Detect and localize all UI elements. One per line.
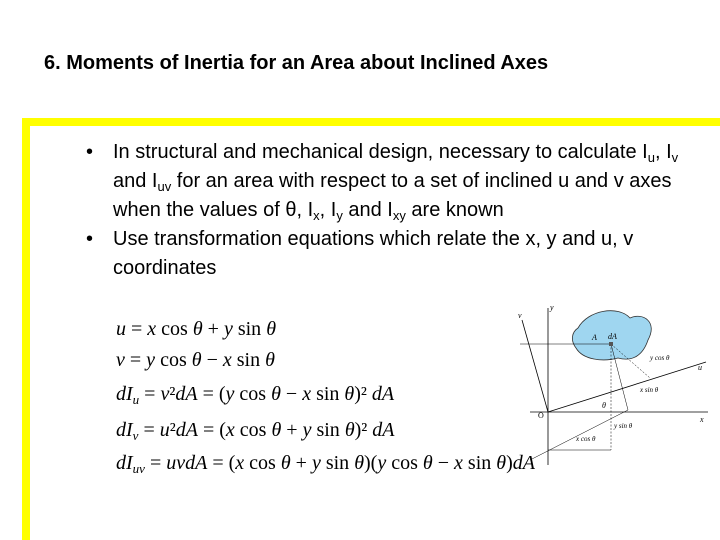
equation-dIuv: $dI_{uv}$ = uvdA = (x cos θ + y sin θ)(y cos θ − x sin θ)dA (116, 452, 535, 476)
bullet-1-text-a: In structural and mechanical design, necessary to calculate I (113, 141, 648, 163)
label-ysin: y sin θ (614, 422, 633, 430)
bullet-1-text-d: for an area with respect to a set of inclined u and v axes when the values of θ, I (113, 170, 672, 221)
bullet-1-sub-y: y (336, 208, 343, 223)
dA-element (609, 342, 613, 346)
slide-title: 6. Moments of Inertia for an Area about Inclined Axes (44, 52, 549, 74)
bullet-item-2 (86, 225, 701, 283)
v-axis (522, 320, 548, 412)
label-ycos: y cos θ (650, 354, 670, 362)
inclined-axes-diagram (508, 300, 713, 472)
label-xcos: x cos θ (576, 435, 596, 443)
bullet-icon: • (86, 141, 94, 163)
bullet-icon: • (86, 228, 94, 250)
label-theta: θ (602, 401, 606, 410)
equation-dIv: $dI_v = u^2dA = (x$ cos θ + y sin θ)² dA (116, 419, 395, 443)
label-origin: O (538, 411, 544, 420)
label-dA: dA (608, 332, 617, 341)
accent-bar-horizontal (22, 118, 720, 126)
bullet-1-sub-x: x (313, 208, 320, 223)
bullet-1-text-c: and I (113, 170, 158, 192)
bullet-list (86, 138, 701, 283)
bullet-1-text-f: and I (342, 199, 393, 221)
equation-u: u = x cos θ + y sin θ (116, 318, 277, 340)
bullet-1-text-e: , I (319, 199, 337, 221)
bullet-1-text-b: , I (654, 141, 672, 163)
label-A: A (592, 333, 597, 342)
bullet-1-sub-u: u (647, 150, 655, 165)
label-x: x (700, 415, 704, 424)
accent-bar-vertical (22, 124, 30, 540)
bullet-1-sub-uv: uv (157, 179, 172, 194)
equation-dIu: $dI_u = v^2dA = (y$ cos θ − x sin θ)² dA (116, 383, 395, 407)
bullet-1-sub-xy: xy (392, 208, 406, 223)
label-u: u (698, 363, 702, 372)
bullet-1-sub-v: v (671, 150, 679, 165)
u-axis (548, 362, 706, 412)
equation-v: v = y cos θ − x sin θ (116, 349, 275, 371)
label-v: v (518, 311, 522, 320)
bullet-item-1 (86, 138, 701, 225)
label-y: y (550, 303, 554, 312)
bullet-1-text-g: are known (405, 199, 504, 221)
label-xsin: x sin θ (640, 386, 659, 394)
bullet-2-text: Use transformation equations which relate the x, y and u, v coordinates (113, 228, 634, 279)
